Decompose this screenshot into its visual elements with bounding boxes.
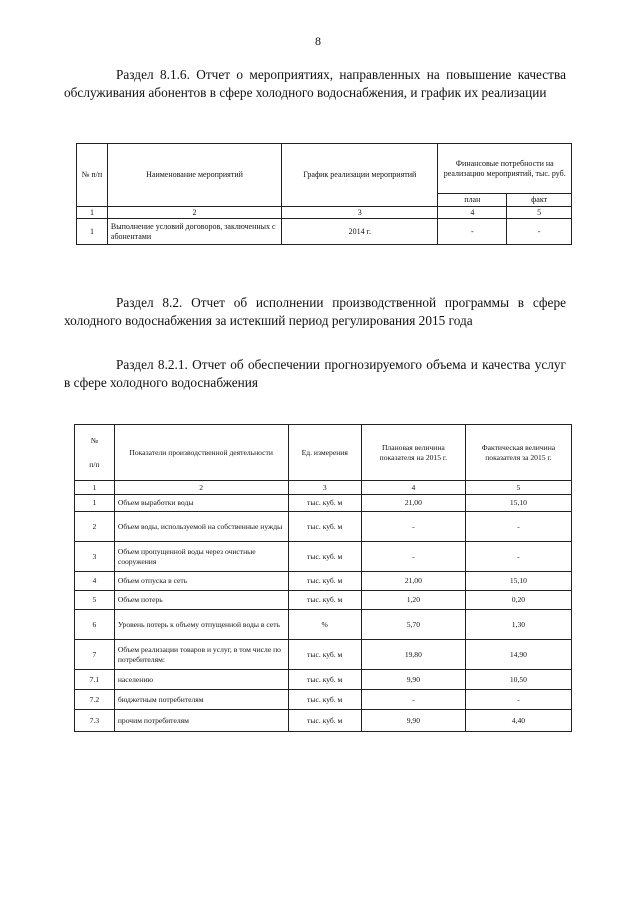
col-header-finance: Финансовые потребности на реализацию мероприятий, тыс. руб.: [438, 144, 572, 194]
col-header-num-top: №: [90, 435, 99, 445]
index-row: [75, 481, 572, 495]
index-cell: 5: [507, 207, 572, 219]
index-cell: 5: [465, 481, 571, 495]
row-name: Уровень потерь к объему отпущенной воды в сеть: [114, 610, 288, 640]
row-num: 6: [75, 610, 115, 640]
row-plan: 21,00: [361, 572, 465, 591]
row-name: Объем пропущенной воды через очистные сооружения: [114, 542, 288, 572]
col-header-plan: Плановая величина показателя на 2015 г.: [361, 425, 465, 481]
col-header-name: Наименование мероприятий: [107, 144, 281, 207]
section-8-1-6-heading: Раздел 8.1.6. Отчет о мероприятиях, направленных на повышение качества обслуживания абонентов в сфере холодного водоснабжения, и график их реализации: [64, 67, 566, 100]
col-header-fact: факт: [507, 194, 572, 207]
row-fact: 10,50: [465, 670, 571, 690]
row-schedule: 2014 г.: [282, 219, 438, 245]
index-cell: 4: [361, 481, 465, 495]
row-num: 2: [75, 512, 115, 542]
table-row: [75, 690, 572, 710]
row-num: 3: [75, 542, 115, 572]
row-name: населению: [114, 670, 288, 690]
col-header-num: № п/п: [77, 144, 108, 207]
production-table: [74, 424, 572, 732]
section-8-2-heading: Раздел 8.2. Отчет об исполнении производственной программы в сфере холодного водоснабжения за истекший период регулирования 2015 года: [64, 295, 566, 328]
table-row: [77, 219, 572, 245]
col-header-indicator: Показатели производственной деятельности: [114, 425, 288, 481]
row-num: 7: [75, 640, 115, 670]
row-unit: тыс. куб. м: [288, 495, 361, 512]
row-plan: -: [361, 512, 465, 542]
index-cell: 3: [288, 481, 361, 495]
row-unit: тыс. куб. м: [288, 640, 361, 670]
row-unit: тыс. куб. м: [288, 591, 361, 610]
row-unit: тыс. куб. м: [288, 710, 361, 732]
row-num: 7.1: [75, 670, 115, 690]
row-name: Выполнение условий договоров, заключенных с абонентами: [107, 219, 281, 245]
table-row: [75, 670, 572, 690]
row-fact: 14,90: [465, 640, 571, 670]
index-cell: 1: [75, 481, 115, 495]
index-cell: 2: [114, 481, 288, 495]
row-fact: 15,10: [465, 572, 571, 591]
row-num: 7.3: [75, 710, 115, 732]
row-fact: -: [507, 219, 572, 245]
row-plan: 5,70: [361, 610, 465, 640]
row-name: Объем отпуска в сеть: [114, 572, 288, 591]
row-num: 5: [75, 591, 115, 610]
row-plan: -: [438, 219, 507, 245]
row-plan: 9,90: [361, 670, 465, 690]
row-name: бюджетным потребителям: [114, 690, 288, 710]
section-8-2-1-heading: Раздел 8.2.1. Отчет об обеспечении прогнозируемого объема и качества услуг в сфере холодного водоснабжения: [64, 357, 566, 390]
index-cell: 4: [438, 207, 507, 219]
index-row: [77, 207, 572, 219]
row-name: Объем потерь: [114, 591, 288, 610]
row-name: Объем реализации товаров и услуг, в том числе по потребителям:: [114, 640, 288, 670]
row-unit: тыс. куб. м: [288, 670, 361, 690]
col-header-num: [75, 425, 115, 481]
row-name: Объем воды, используемой на собственные нужды: [114, 512, 288, 542]
table-row: [75, 572, 572, 591]
table-row: [75, 512, 572, 542]
table-row: [75, 640, 572, 670]
table-row: [75, 495, 572, 512]
row-name: Объем выработки воды: [114, 495, 288, 512]
table-row: [75, 610, 572, 640]
row-plan: 21,00: [361, 495, 465, 512]
row-fact: 0,20: [465, 591, 571, 610]
row-fact: -: [465, 512, 571, 542]
row-name: прочим потребителям: [114, 710, 288, 732]
row-unit: тыс. куб. м: [288, 690, 361, 710]
row-plan: 1,20: [361, 591, 465, 610]
row-unit: тыс. куб. м: [288, 512, 361, 542]
row-plan: 19,80: [361, 640, 465, 670]
row-fact: 1,30: [465, 610, 571, 640]
row-unit: тыс. куб. м: [288, 572, 361, 591]
index-cell: 2: [107, 207, 281, 219]
row-num: 1: [77, 219, 108, 245]
row-unit: %: [288, 610, 361, 640]
row-num: 1: [75, 495, 115, 512]
row-fact: 4,40: [465, 710, 571, 732]
row-unit: тыс. куб. м: [288, 542, 361, 572]
row-plan: 9,90: [361, 710, 465, 732]
row-fact: -: [465, 542, 571, 572]
row-fact: 15,10: [465, 495, 571, 512]
col-header-schedule: График реализации мероприятий: [282, 144, 438, 207]
events-table: [76, 143, 572, 245]
col-header-unit: Ед. измерения: [288, 425, 361, 481]
page-number: 8: [315, 34, 321, 48]
col-header-num-bottom: п/п: [89, 459, 100, 469]
index-cell: 1: [77, 207, 108, 219]
col-header-fact: Фактическая величина показателя за 2015 г.: [465, 425, 571, 481]
index-cell: 3: [282, 207, 438, 219]
row-plan: -: [361, 542, 465, 572]
row-num: 4: [75, 572, 115, 591]
col-header-plan: план: [438, 194, 507, 207]
row-num: 7.2: [75, 690, 115, 710]
table-row: [75, 591, 572, 610]
table-row: [75, 710, 572, 732]
table-row: [75, 542, 572, 572]
row-plan: -: [361, 690, 465, 710]
row-fact: -: [465, 690, 571, 710]
